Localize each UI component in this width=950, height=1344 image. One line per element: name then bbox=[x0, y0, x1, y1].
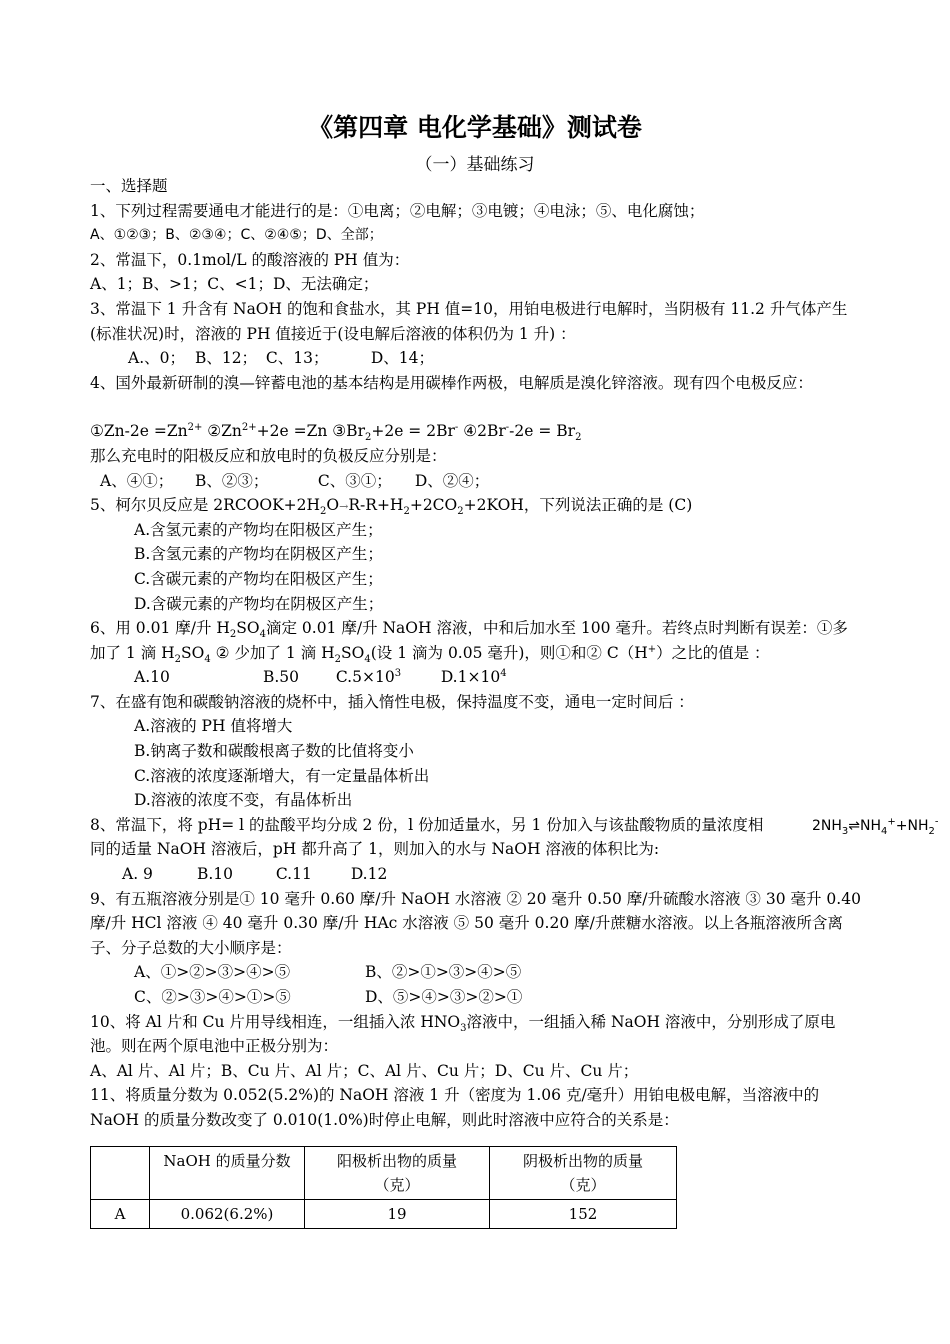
q4-option-a: A、④①； bbox=[100, 471, 174, 490]
q8-stem-line2: 同的适量 NaOH 溶液后，pH 都升高了 1，则加入的水与 NaOH 溶液的体积比为: bbox=[90, 840, 660, 859]
q5-option-a: A.含氢元素的产物均在阳极区产生； bbox=[134, 520, 383, 539]
q1-stem: 1、下列过程需要通电才能进行的是：①电离；②电解；③电镀；④电泳；⑤、电化腐蚀； bbox=[90, 201, 705, 220]
question-list bbox=[90, 174, 865, 1133]
q6-option-a: A.10 bbox=[134, 668, 170, 687]
table-header-cell: 阳极析出物的质量 （克） bbox=[305, 1147, 490, 1200]
table-cell: A bbox=[91, 1200, 150, 1229]
q4-option-c: C、③①； bbox=[317, 471, 392, 490]
q8-option-b: B.10 bbox=[196, 865, 233, 884]
q4-reactions: ①Zn-2e $=Zn^{2+}$ $②Zn^{2+}+2e =Zn$ $③Br_2+2e = 2Br^-$ ④2Br--2e = $Br_2$ bbox=[90, 422, 582, 444]
q4-option-d: D、②④； bbox=[414, 471, 490, 490]
q9-option-c: C、②>③>④>①>⑤ bbox=[134, 988, 291, 1006]
q11-table bbox=[90, 1146, 677, 1229]
q6-options bbox=[90, 665, 865, 690]
q7-stem: 7、在盛有饱和碳酸钠溶液的烧杯中，插入惰性电极，保持温度不变，通电一定时间后 ： bbox=[90, 692, 694, 711]
q6-option-c: $C.5\times 10^3$ bbox=[335, 668, 402, 687]
q4-option-b: B、②③； bbox=[194, 471, 269, 490]
q6-stem-line2: 加了 1 滴 $H_2SO_4$ ② 少加了 1 滴 $H_2SO_4$(设 1 滴为 0.05 毫升)，则①和② C（H+）之比的值是 ： bbox=[90, 643, 770, 665]
q4-stem: 4、国外最新研制的溴—锌蓄电池的基本结构是用碳棒作两极，电解质是溴化锌溶液。现有四个电极反应： bbox=[90, 373, 813, 392]
table-header-cell bbox=[91, 1147, 150, 1200]
q6-option-d: $D.1\times 10^4$ bbox=[440, 668, 507, 687]
table-header-cell: 阴极析出物的质量 （克） bbox=[490, 1147, 677, 1200]
q9-option-b: B、②>①>③>④>⑤ bbox=[364, 963, 522, 982]
q9-option-a: A、①>②>③>④>⑤ bbox=[134, 963, 291, 982]
table-cell: 19 bbox=[305, 1200, 490, 1229]
q3-stem-line2: (标准状况)时，溶液的 PH 值接近于(设电解后溶液的体积仍为 1 升) ： bbox=[90, 324, 576, 343]
section-heading: 一、选择题 bbox=[90, 177, 168, 195]
q9-stem-line1: 9、有五瓶溶液分别是① 10 毫升 0.60 摩/升 NaOH 水溶液 ② 20 毫升 0.50 摩/升硫酸水溶液 ③ 30 毫升 0.40 bbox=[90, 889, 861, 908]
q8-option-c: C.11 bbox=[275, 865, 312, 884]
q1-options: A、①②③；B、②③④；C、②④⑤；D、全部； bbox=[90, 227, 383, 244]
q10-stem-line1: 10、将 Al 片和 Cu 片用导线相连，一组插入浓 $HNO_3$溶液中，一组插入稀 NaOH 溶液中，分别形成了原电 bbox=[90, 1012, 836, 1034]
q9-options-row1 bbox=[90, 960, 865, 985]
page-title: 《第四章 电化学基础》测试卷 bbox=[308, 113, 642, 142]
q5-stem: 5、柯尔贝反应是 $2RCOOK+2H_2O\to R-R+H_2+2CO_2+2KOH$，下列说法正确的是 (C) bbox=[90, 496, 693, 518]
q4-options bbox=[90, 469, 865, 494]
table-cell: 0.062(6.2%) bbox=[150, 1200, 305, 1229]
q6-stem-line1: 6、用 0.01 摩/升 $H_2SO_4$滴定 0.01 摩/升 NaOH 溶液，中和后加水至 100 毫升。若终点时判断有误差：①多 bbox=[90, 619, 848, 641]
q11-stem-line2: NaOH 的质量分数改变了 0.010(1.0%)时停止电解，则此时溶液中应符合的关系是： bbox=[90, 1110, 679, 1129]
q3-option-a: A.、0； bbox=[128, 349, 185, 368]
q9-stem-line3: 子、分子总数的大小顺序是： bbox=[90, 938, 292, 957]
q2-options: A、1；B、>1；C、<1；D、无法确定； bbox=[90, 275, 379, 294]
q10-options: A、Al 片、Al 片；B、Cu 片、Al 片；C、Al 片、Cu 片；D、Cu 片、Cu 片； bbox=[90, 1061, 639, 1080]
q8-stem-line1: 8、常温下，将 pH= l 的盐酸平均分成 2 份，l 份加适量水，另 1 份加入与该盐酸物质的量浓度相 bbox=[90, 815, 764, 834]
q9-options-row2 bbox=[90, 985, 865, 1010]
table-row bbox=[91, 1200, 677, 1229]
q5-option-c: C.含碳元素的产物均在阳极区产生； bbox=[134, 569, 383, 588]
q7-option-a: A.溶液的 PH 值将增大 bbox=[134, 717, 293, 736]
q8-option-d: D.12 bbox=[350, 865, 388, 884]
q3-option-c: C、13； bbox=[265, 349, 329, 368]
equilibrium-arrow-icon: ⇌ bbox=[848, 818, 861, 834]
q10-stem-line2: 池。则在两个原电池中正极分别为： bbox=[90, 1037, 339, 1056]
table-header-row bbox=[91, 1147, 677, 1200]
q7-option-c: C.溶液的浓度逐渐增大，有一定量晶体析出 bbox=[134, 766, 430, 785]
q3-options bbox=[90, 346, 865, 371]
q6-option-b: B.50 bbox=[262, 668, 299, 687]
table-cell: 152 bbox=[490, 1200, 677, 1229]
q5-option-d: D.含碳元素的产物均在阴极区产生； bbox=[134, 594, 384, 613]
q2-stem: 2、常温下，0.1mol/L 的酸溶液的 PH 值为： bbox=[90, 250, 410, 269]
q8-option-a: A. 9 bbox=[122, 865, 153, 884]
side-equation: $2NH_3\rightleftharpoons NH_4^++NH_2^-$ bbox=[812, 816, 939, 837]
q4-stem-line2: 那么充电时的阳极反应和放电时的负极反应分别是： bbox=[90, 446, 447, 465]
reaction-arrow-icon: → bbox=[339, 500, 349, 514]
q3-option-d: D、14； bbox=[370, 349, 434, 368]
q7-option-b: B.钠离子数和碳酸根离子数的比值将变小 bbox=[134, 742, 414, 761]
q5-option-b: B.含氢元素的产物均在阴极区产生； bbox=[134, 545, 383, 564]
q9-option-d: D、⑤>④>③>②>① bbox=[364, 988, 523, 1006]
q3-option-b: B、12； bbox=[194, 349, 258, 368]
q9-stem-line2: 摩/升 HCl 溶液 ④ 40 毫升 0.30 摩/升 HAc 水溶液 ⑤ 50 毫升 0.20 摩/升蔗糖水溶液。以上各瓶溶液所含离 bbox=[90, 914, 843, 933]
page-subtitle: （一）基础练习 bbox=[415, 155, 535, 175]
q7-option-d: D.溶液的浓度不变，有晶体析出 bbox=[134, 791, 353, 810]
table-header-cell: NaOH 的质量分数 bbox=[150, 1147, 305, 1200]
q3-stem-line1: 3、常温下 1 升含有 NaOH 的饱和食盐水，其 PH 值=10，用铂电极进行电解时，当阴极有 11.2 升气体产生 bbox=[90, 299, 848, 318]
q11-stem-line1: 11、将质量分数为 0.052(5.2%)的 NaOH 溶液 1 升（密度为 1.06 克/毫升）用铂电极电解，当溶液中的 bbox=[90, 1086, 820, 1105]
blank-line bbox=[90, 395, 865, 419]
q8-options bbox=[90, 862, 865, 887]
